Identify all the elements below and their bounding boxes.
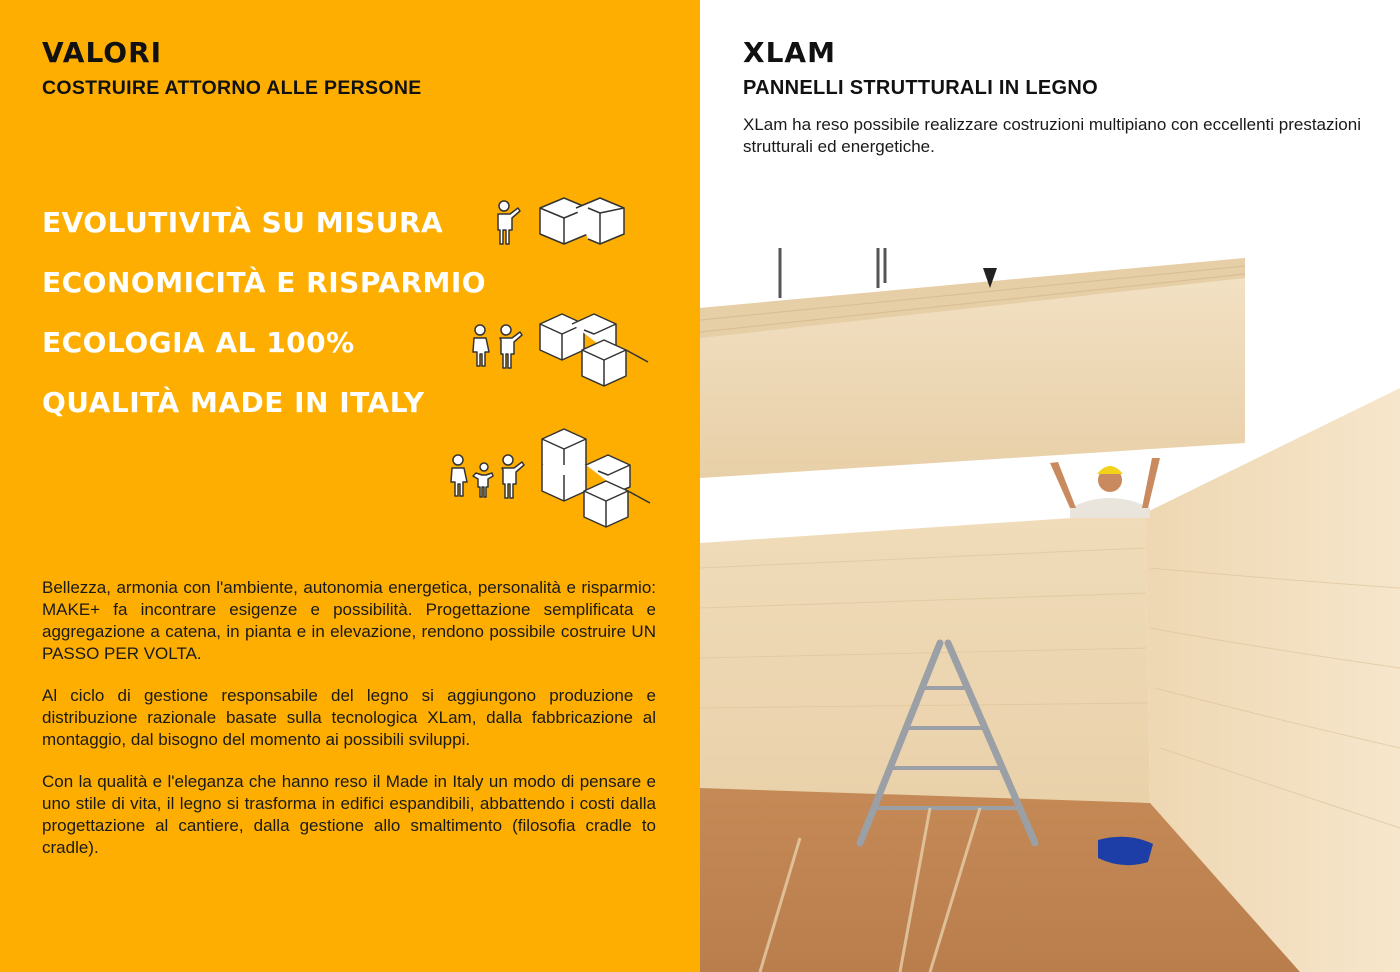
value-item-evolutivita: EVOLUTIVITÀ SU MISURA bbox=[42, 206, 444, 239]
xlam-intro: XLam ha reso possibile realizzare costruzioni multipiano con eccellenti prestazioni strutturali ed energetiche. bbox=[743, 115, 1361, 156]
section-subtitle-valori: COSTRUIRE ATTORNO ALLE PERSONE bbox=[42, 77, 422, 99]
value-item-ecologia: ECOLOGIA AL 100% bbox=[42, 326, 355, 359]
body-paragraph: Al ciclo di gestione responsabile del legno si aggiungono produzione e distribuzione razionale basate sulla tecnologica XLam, dalla fabbricazione al montaggio, dal bisogno del momento ai possibili sviluppi. bbox=[42, 686, 656, 749]
section-title-xlam: XLAM bbox=[743, 36, 836, 69]
couple-three-modules-icon bbox=[468, 310, 653, 395]
value-item-economicita: ECONOMICITÀ E RISPARMIO bbox=[42, 266, 487, 299]
family-four-modules-icon bbox=[444, 425, 654, 535]
value-item-qualita: QUALITÀ MADE IN ITALY bbox=[42, 386, 425, 419]
values-list bbox=[42, 200, 486, 440]
xlam-construction-photo bbox=[700, 248, 1400, 972]
section-title-valori: VALORI bbox=[42, 36, 163, 69]
body-text bbox=[42, 577, 656, 879]
section-subtitle-xlam: PANNELLI STRUTTURALI IN LEGNO bbox=[743, 77, 1098, 99]
body-paragraph: Bellezza, armonia con l'ambiente, autonomia energetica, personalità e risparmio: MAKE+ fa incontrare esigenze e possibilità. Progettazione semplificata e aggregazione a catena, in pianta e in elevazione, rendono possibile costruire UN PASSO PER VOLTA. bbox=[42, 578, 656, 663]
single-person-two-modules-icon bbox=[490, 192, 635, 262]
body-paragraph: Con la qualità e l'eleganza che hanno reso il Made in Italy un modo di pensare e uno stile di vita, il legno si trasforma in edifici espandibili, abbattendo i costi dalla progettazione al cantiere, dalla gestione allo smaltimento (filosofia cradle to cradle). bbox=[42, 772, 656, 857]
right-panel bbox=[700, 0, 1400, 972]
